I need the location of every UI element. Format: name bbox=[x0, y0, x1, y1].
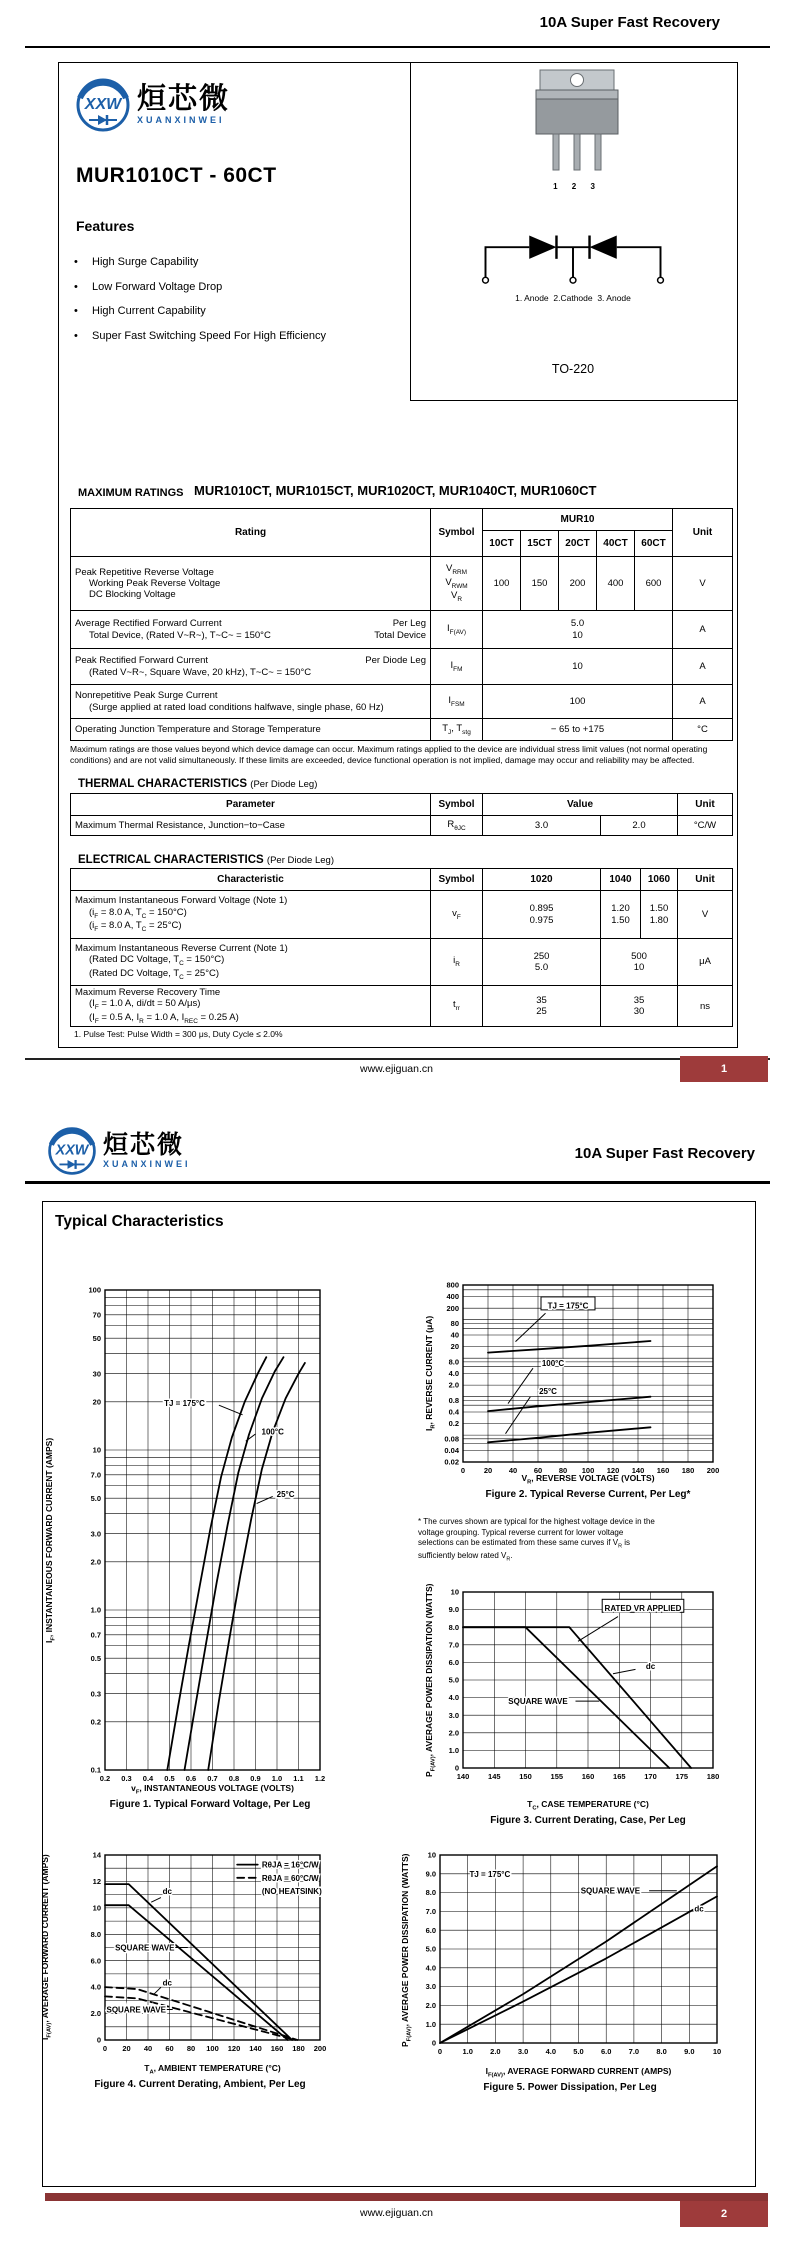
svg-text:20: 20 bbox=[450, 1342, 459, 1352]
svg-text:SQUARE WAVE: SQUARE WAVE bbox=[106, 2005, 166, 2015]
svg-text:0: 0 bbox=[460, 1466, 466, 1475]
fig5-y-axis-label: $P_{F(AV)}$, AVERAGE POWER DISSIPATION (WATTS) bbox=[400, 1853, 413, 2047]
fig2-y-axis-label: $I_R$, REVERSE CURRENT (μA) bbox=[424, 1315, 437, 1431]
svg-text:0.02: 0.02 bbox=[444, 1457, 459, 1467]
svg-text:6.0: 6.0 bbox=[448, 1658, 459, 1667]
svg-text:3.0: 3.0 bbox=[90, 1529, 101, 1539]
thermal-heading: THERMAL CHARACTERISTICS (Per Diode Leg) bbox=[78, 778, 318, 790]
svg-text:0.3: 0.3 bbox=[121, 1774, 132, 1783]
svg-text:4.0: 4.0 bbox=[448, 1369, 459, 1379]
figure-1-chart bbox=[58, 1265, 330, 1790]
svg-text:10: 10 bbox=[712, 2047, 722, 2056]
svg-text:XXW: XXW bbox=[55, 1142, 89, 1159]
svg-text:140: 140 bbox=[631, 1466, 645, 1475]
rating-value: 200 bbox=[559, 557, 597, 611]
max-ratings-note: Maximum ratings are those values beyond which device damage can occur. Maximum ratings applied to the device are individual stress limit values (not normal operating conditions) and are not valid simultaneously. If these limits are exceeded, device functional operation is not implied, damage may occur and reliability may be affected. bbox=[70, 744, 708, 766]
max-ratings-table bbox=[70, 508, 733, 741]
svg-text:2.0: 2.0 bbox=[425, 2001, 436, 2010]
unit: μA bbox=[678, 939, 733, 986]
svg-text:25°C: 25°C bbox=[276, 1490, 295, 1499]
feature-item: • High Current Capability bbox=[74, 305, 206, 318]
svg-text:25°C: 25°C bbox=[539, 1387, 557, 1397]
fig4-y-axis-label: $I_{F(AV)}$, AVERAGE FORWARD CURRENT (AMPS) bbox=[40, 1854, 53, 2040]
footer-rule bbox=[25, 1058, 770, 1060]
page-tagline: 10A Super Fast Recovery bbox=[574, 1145, 755, 1162]
svg-text:40: 40 bbox=[450, 1330, 459, 1340]
fig3-caption: Figure 3. Current Derating, Case, Per Leg bbox=[490, 1815, 686, 1826]
svg-text:4.0: 4.0 bbox=[448, 1693, 459, 1703]
svg-text:4.0: 4.0 bbox=[90, 1982, 101, 1992]
svg-text:0.7: 0.7 bbox=[90, 1630, 101, 1640]
svg-text:200: 200 bbox=[706, 1466, 720, 1475]
rating-value: 5.0 10 bbox=[483, 611, 673, 649]
svg-text:1.1: 1.1 bbox=[293, 1774, 304, 1783]
svg-text:3.0: 3.0 bbox=[448, 1710, 459, 1720]
svg-text:40: 40 bbox=[143, 2044, 153, 2053]
svg-text:TJ = 175°C: TJ = 175°C bbox=[469, 1869, 511, 1879]
features-heading: Features bbox=[76, 218, 135, 234]
col-header: Parameter bbox=[71, 794, 431, 816]
col-header: Rating bbox=[71, 509, 431, 557]
svg-text:0.1: 0.1 bbox=[90, 1765, 101, 1775]
svg-text:0.2: 0.2 bbox=[99, 1774, 111, 1783]
value: 1.50 1.80 bbox=[641, 891, 678, 939]
svg-text:180: 180 bbox=[706, 1772, 720, 1781]
svg-text:1.0: 1.0 bbox=[425, 2019, 436, 2029]
value: 250 5.0 bbox=[483, 939, 601, 986]
rating-value: 10 bbox=[483, 649, 673, 685]
figure-2-chart bbox=[415, 1267, 725, 1482]
max-ratings-label: MAXIMUM RATINGS bbox=[78, 487, 184, 499]
brand-chinese-name: 烜芯微 bbox=[137, 83, 231, 115]
svg-text:9.0: 9.0 bbox=[684, 2047, 695, 2056]
svg-text:6.0: 6.0 bbox=[600, 2047, 612, 2056]
svg-text:5.0: 5.0 bbox=[573, 2047, 584, 2056]
svg-text:0.5: 0.5 bbox=[90, 1653, 101, 1663]
svg-text:1.0: 1.0 bbox=[462, 2047, 473, 2056]
svg-text:(NO HEATSINK): (NO HEATSINK) bbox=[261, 1887, 322, 1897]
svg-text:dc: dc bbox=[162, 1887, 172, 1897]
symbol: $V_{RWM}$ bbox=[445, 576, 468, 590]
svg-text:0: 0 bbox=[454, 1763, 459, 1773]
symbol: $t_{rr}$ bbox=[431, 986, 483, 1027]
col-header: Characteristic bbox=[71, 869, 431, 891]
svg-text:0: 0 bbox=[96, 2035, 101, 2045]
unit: V bbox=[673, 557, 733, 611]
svg-text:8.0: 8.0 bbox=[448, 1622, 459, 1632]
symbol: $R_{\theta JC}$ bbox=[431, 816, 483, 836]
col-header: Symbol bbox=[431, 794, 483, 816]
svg-text:10: 10 bbox=[92, 1445, 101, 1455]
svg-text:10: 10 bbox=[92, 1903, 101, 1913]
svg-text:0.04: 0.04 bbox=[444, 1446, 459, 1455]
section-title: Typical Characteristics bbox=[55, 1213, 224, 1230]
footer-url: www.ejiguan.cn bbox=[360, 1063, 433, 1075]
page-number-badge: 2 bbox=[680, 2201, 768, 2227]
rating-line: Total Device, (Rated V~R~), T~C~ = 150°C Total Device bbox=[89, 629, 426, 641]
rating-value: − 65 to +175 bbox=[483, 719, 673, 741]
svg-text:0.4: 0.4 bbox=[448, 1407, 459, 1417]
col-header: 15CT bbox=[521, 531, 559, 557]
svg-text:8.0: 8.0 bbox=[448, 1357, 459, 1367]
bullet-icon: • bbox=[74, 329, 78, 342]
svg-text:2.0: 2.0 bbox=[90, 1557, 101, 1567]
reverse-current-footnote: * The curves shown are typical for the highest voltage device in the voltage grouping. Typical reverse current for lower voltage selections can be estimated from these same curves if $V_R$ is sufficiently below rated $V_R$. bbox=[418, 1517, 655, 1563]
bullet-icon: • bbox=[74, 256, 78, 269]
svg-text:6.0: 6.0 bbox=[425, 1925, 436, 1935]
svg-text:70: 70 bbox=[92, 1310, 101, 1320]
svg-text:12: 12 bbox=[92, 1877, 101, 1886]
svg-text:40: 40 bbox=[508, 1466, 518, 1475]
symbol: $I_{FM}$ bbox=[450, 659, 463, 673]
svg-text:7.0: 7.0 bbox=[448, 1640, 459, 1650]
rating-line: Peak Repetitive Reverse Voltage bbox=[75, 566, 214, 578]
svg-text:0.2: 0.2 bbox=[90, 1717, 101, 1727]
feature-item: • Low Forward Voltage Drop bbox=[74, 280, 223, 293]
page-number-badge: 1 bbox=[680, 1056, 768, 1082]
svg-text:0: 0 bbox=[431, 2038, 436, 2048]
rating-value: 100 bbox=[483, 557, 521, 611]
pin-function-labels: 1. Anode 2.Cathode 3. Anode bbox=[515, 293, 631, 303]
brand-chinese-name: 烜芯微 bbox=[103, 1131, 185, 1159]
svg-text:165: 165 bbox=[613, 1772, 626, 1781]
svg-text:3.0: 3.0 bbox=[517, 2047, 529, 2056]
svg-text:20: 20 bbox=[122, 2044, 131, 2053]
fig3-y-axis-label: $P_{F(AV)}$, AVERAGE POWER DISSIPATION (WATTS) bbox=[424, 1583, 437, 1777]
svg-text:dc: dc bbox=[694, 1904, 704, 1914]
unit: A bbox=[673, 649, 733, 685]
svg-text:0.4: 0.4 bbox=[142, 1774, 154, 1783]
svg-text:0: 0 bbox=[437, 2047, 443, 2056]
bullet-icon: • bbox=[74, 280, 78, 293]
svg-text:160: 160 bbox=[270, 2044, 284, 2053]
svg-text:140: 140 bbox=[456, 1772, 470, 1781]
col-header: 10CT bbox=[483, 531, 521, 557]
svg-text:2.0: 2.0 bbox=[448, 1380, 459, 1390]
characteristic-line: (Rated DC Voltage, $T_C = 25^\circ C$) bbox=[89, 967, 220, 981]
svg-text:RATED VR APPLIED: RATED VR APPLIED bbox=[604, 1603, 682, 1613]
svg-text:1.0: 1.0 bbox=[271, 1774, 283, 1783]
svg-text:100: 100 bbox=[206, 2044, 219, 2053]
svg-text:5.0: 5.0 bbox=[90, 1493, 101, 1503]
symbol: $i_R$ bbox=[431, 939, 483, 986]
pulse-test-note: 1. Pulse Test: Pulse Width = 300 μs, Duty Cycle ≤ 2.0% bbox=[74, 1029, 283, 1039]
characteristic-line: (Rated DC Voltage, $T_C = 150^\circ C$) bbox=[89, 954, 225, 967]
page-2 bbox=[0, 1115, 793, 2244]
svg-text:8.0: 8.0 bbox=[90, 1929, 101, 1939]
svg-text:SQUARE WAVE: SQUARE WAVE bbox=[580, 1886, 641, 1896]
rating-value: 600 bbox=[635, 557, 673, 611]
svg-text:145: 145 bbox=[488, 1772, 501, 1781]
rating-line: Peak Rectified Forward Current Per Diode Leg bbox=[75, 655, 426, 667]
value: 500 10 bbox=[601, 939, 678, 986]
svg-text:120: 120 bbox=[606, 1466, 620, 1475]
svg-text:5.0: 5.0 bbox=[448, 1675, 459, 1685]
page-1 bbox=[0, 0, 793, 1115]
header-rule bbox=[25, 1181, 770, 1184]
symbol: $V_R$ bbox=[450, 590, 462, 604]
page-tagline: 10A Super Fast Recovery bbox=[539, 14, 720, 31]
svg-text:dc: dc bbox=[645, 1661, 656, 1671]
svg-text:9.0: 9.0 bbox=[425, 1869, 436, 1879]
svg-text:7.0: 7.0 bbox=[628, 2047, 640, 2056]
svg-text:0.6: 0.6 bbox=[185, 1774, 197, 1783]
svg-text:155: 155 bbox=[550, 1772, 564, 1781]
svg-text:TJ = 175°C: TJ = 175°C bbox=[164, 1398, 205, 1408]
feature-item: • Super Fast Switching Speed For High Efficiency bbox=[74, 329, 326, 342]
svg-text:60: 60 bbox=[165, 2044, 174, 2053]
fig2-caption: Figure 2. Typical Reverse Current, Per Leg* bbox=[485, 1489, 691, 1500]
svg-text:80: 80 bbox=[558, 1466, 568, 1475]
fig2-x-axis-label: $V_R$, REVERSE VOLTAGE (VOLTS) bbox=[521, 1473, 655, 1486]
svg-text:2.0: 2.0 bbox=[448, 1728, 459, 1738]
unit: A bbox=[673, 611, 733, 649]
svg-text:160: 160 bbox=[581, 1772, 595, 1781]
features-list bbox=[74, 250, 404, 348]
unit: A bbox=[673, 685, 733, 719]
characteristic-line: ($I_F = 1.0$ A, di/dt = 50 A/μs) bbox=[89, 998, 201, 1012]
characteristic-line: Maximum Instantaneous Forward Voltage (Note 1) bbox=[75, 895, 288, 907]
col-header: Unit bbox=[673, 509, 733, 557]
svg-text:0.7: 0.7 bbox=[207, 1774, 218, 1783]
svg-text:175: 175 bbox=[675, 1772, 689, 1781]
svg-text:XXW: XXW bbox=[84, 96, 122, 113]
fig5-caption: Figure 5. Power Dissipation, Per Leg bbox=[483, 2082, 657, 2093]
symbol: $I_{F(AV)}$ bbox=[446, 622, 466, 636]
svg-text:100°C: 100°C bbox=[541, 1358, 565, 1368]
value: 2.0 bbox=[601, 816, 678, 836]
feature-item: • High Surge Capability bbox=[74, 256, 199, 269]
to220-package-drawing bbox=[522, 66, 632, 178]
svg-text:60: 60 bbox=[533, 1466, 543, 1475]
value: 0.895 0.975 bbox=[483, 891, 601, 939]
xxw-logo-icon bbox=[46, 1125, 98, 1177]
svg-text:4.0: 4.0 bbox=[545, 2047, 557, 2056]
fig5-x-axis-label: $I_{F(AV)}$, AVERAGE FORWARD CURRENT (AMPS) bbox=[485, 2066, 672, 2079]
symbol: $v_F$ bbox=[431, 891, 483, 939]
col-header: 40CT bbox=[597, 531, 635, 557]
svg-text:160: 160 bbox=[656, 1466, 670, 1475]
characteristic-line: ($i_F = 8.0$ A, $T_C = 25^\circ C$) bbox=[89, 920, 182, 933]
svg-text:SQUARE WAVE: SQUARE WAVE bbox=[508, 1697, 568, 1707]
figure-4-chart bbox=[56, 1843, 336, 2060]
xxw-logo-icon bbox=[74, 76, 132, 134]
value: 1.20 1.50 bbox=[601, 891, 641, 939]
col-header: 1020 bbox=[483, 869, 601, 891]
rating-line: Operating Junction Temperature and Storage Temperature bbox=[75, 723, 321, 735]
brand-names bbox=[137, 85, 230, 125]
svg-text:8.0: 8.0 bbox=[656, 2047, 667, 2056]
svg-text:200: 200 bbox=[313, 2044, 327, 2053]
svg-text:0.5: 0.5 bbox=[164, 1774, 175, 1783]
col-header: Value bbox=[483, 794, 678, 816]
rating-line: (Rated V~R~, Square Wave, 20 kHz), T~C~ = 150°C bbox=[89, 666, 312, 678]
svg-text:80: 80 bbox=[450, 1319, 459, 1329]
svg-text:20: 20 bbox=[92, 1397, 101, 1407]
svg-text:0.2: 0.2 bbox=[448, 1419, 459, 1429]
svg-text:1.0: 1.0 bbox=[448, 1746, 459, 1755]
value: 35 25 bbox=[483, 986, 601, 1027]
figure-3-chart bbox=[415, 1570, 725, 1788]
svg-text:0.9: 0.9 bbox=[250, 1774, 261, 1783]
svg-text:TJ = 175°C: TJ = 175°C bbox=[547, 1301, 589, 1311]
electrical-heading: ELECTRICAL CHARACTERISTICS (Per Diode Leg) bbox=[78, 854, 334, 866]
package-name: TO-220 bbox=[551, 362, 595, 376]
svg-text:5.0: 5.0 bbox=[425, 1944, 436, 1954]
symbol: $T_J$, $T_{stg}$ bbox=[442, 722, 471, 736]
col-header: 1060 bbox=[641, 869, 678, 891]
model-list-title: MUR1010CT, MUR1015CT, MUR1020CT, MUR1040CT, MUR1060CT bbox=[194, 483, 597, 498]
col-header: Symbol bbox=[431, 509, 483, 557]
device-group-header: MUR10 bbox=[483, 509, 673, 531]
header-rule bbox=[25, 46, 770, 48]
figure-5-chart bbox=[392, 1843, 729, 2063]
svg-text:400: 400 bbox=[446, 1292, 459, 1302]
unit: °C bbox=[673, 719, 733, 741]
svg-text:50: 50 bbox=[92, 1333, 101, 1343]
part-number-title: MUR1010CT - 60CT bbox=[76, 164, 277, 187]
svg-text:RθJA = 60°C/W: RθJA = 60°C/W bbox=[261, 1873, 319, 1883]
characteristic-line: Maximum Instantaneous Reverse Current (Note 1) bbox=[75, 942, 288, 954]
footer-url: www.ejiguan.cn bbox=[360, 2207, 433, 2219]
fig1-y-axis-label: $I_F$, INSTANTANEOUS FORWARD CURRENT (AMPS) bbox=[44, 1437, 57, 1643]
col-header: Unit bbox=[678, 869, 733, 891]
svg-text:7.0: 7.0 bbox=[425, 1907, 436, 1916]
unit: V bbox=[678, 891, 733, 939]
electrical-table bbox=[70, 868, 733, 1027]
svg-text:140: 140 bbox=[249, 2044, 262, 2053]
fig1-x-axis-label: $v_F$, INSTANTANEOUS VOLTAGE (VOLTS) bbox=[131, 1783, 294, 1796]
rating-line: Working Peak Reverse Voltage bbox=[89, 577, 221, 589]
svg-text:3.0: 3.0 bbox=[425, 1982, 436, 1992]
svg-text:6.0: 6.0 bbox=[90, 1956, 101, 1966]
characteristic-line: Maximum Reverse Recovery Time bbox=[75, 987, 221, 998]
fig4-x-axis-label: $T_A$, AMBIENT TEMPERATURE (°C) bbox=[144, 2063, 281, 2076]
svg-text:100: 100 bbox=[581, 1466, 595, 1475]
characteristic-line: ($i_F = 8.0$ A, $T_C = 150^\circ C$) bbox=[89, 906, 187, 920]
svg-text:180: 180 bbox=[681, 1466, 695, 1475]
col-header: Symbol bbox=[431, 869, 483, 891]
fig1-caption: Figure 1. Typical Forward Voltage, Per Leg bbox=[109, 1799, 311, 1810]
svg-text:120: 120 bbox=[227, 2044, 241, 2053]
characteristic-line: ($I_F = 0.5$ A, $I_R = 1.0$ A, $I_{REC} = 0.25$ A) bbox=[89, 1011, 239, 1025]
svg-text:0: 0 bbox=[102, 2044, 108, 2053]
svg-text:0.3: 0.3 bbox=[90, 1689, 101, 1699]
svg-text:0.8: 0.8 bbox=[448, 1396, 459, 1405]
svg-text:10: 10 bbox=[450, 1587, 459, 1597]
footer-bar bbox=[45, 2193, 768, 2201]
col-header: Unit bbox=[678, 794, 733, 816]
thermal-table bbox=[70, 793, 733, 836]
rating-line: (Surge applied at rated load conditions halfwave, single phase, 60 Hz) bbox=[89, 701, 384, 713]
col-header: 60CT bbox=[635, 531, 673, 557]
svg-text:RθJA = 16°C/W: RθJA = 16°C/W bbox=[261, 1860, 319, 1870]
svg-text:20: 20 bbox=[483, 1466, 493, 1475]
svg-text:30: 30 bbox=[92, 1369, 101, 1379]
svg-text:7.0: 7.0 bbox=[90, 1470, 101, 1480]
symbol: $V_{RRM}$ bbox=[445, 563, 468, 577]
rating-value: 400 bbox=[597, 557, 635, 611]
symbol: $I_{FSM}$ bbox=[448, 694, 465, 708]
svg-text:dc: dc bbox=[162, 1978, 172, 1988]
dual-diode-schematic bbox=[468, 218, 678, 288]
value: 35 30 bbox=[601, 986, 678, 1027]
rating-value: 100 bbox=[483, 685, 673, 719]
brand-english-name: XUANXINWEI bbox=[103, 1159, 191, 1169]
svg-text:1.2: 1.2 bbox=[314, 1774, 326, 1783]
brand-english-name: XUANXINWEI bbox=[137, 115, 225, 125]
svg-text:1.0: 1.0 bbox=[90, 1605, 101, 1615]
svg-text:200: 200 bbox=[446, 1303, 459, 1313]
svg-text:2.0: 2.0 bbox=[490, 2047, 501, 2056]
brand-names bbox=[103, 1133, 191, 1169]
svg-text:14: 14 bbox=[92, 1850, 101, 1860]
col-header: 20CT bbox=[559, 531, 597, 557]
svg-text:2.0: 2.0 bbox=[90, 2009, 101, 2019]
svg-text:0.08: 0.08 bbox=[444, 1434, 459, 1444]
svg-text:80: 80 bbox=[186, 2044, 196, 2053]
fig3-x-axis-label: $T_C$, CASE TEMPERATURE (°C) bbox=[527, 1799, 649, 1812]
svg-text:10: 10 bbox=[427, 1850, 436, 1860]
svg-text:9.0: 9.0 bbox=[448, 1605, 459, 1615]
svg-text:100°C: 100°C bbox=[261, 1427, 284, 1437]
rating-value: 150 bbox=[521, 557, 559, 611]
pin-numbers: 1 2 3 bbox=[553, 182, 601, 191]
unit: ns bbox=[678, 986, 733, 1027]
svg-text:0.8: 0.8 bbox=[228, 1774, 240, 1783]
svg-text:800: 800 bbox=[446, 1280, 459, 1290]
col-header: 1040 bbox=[601, 869, 641, 891]
svg-text:150: 150 bbox=[519, 1772, 532, 1781]
svg-text:170: 170 bbox=[644, 1772, 657, 1781]
fig4-caption: Figure 4. Current Derating, Ambient, Per Leg bbox=[94, 2079, 306, 2090]
svg-text:4.0: 4.0 bbox=[425, 1963, 436, 1973]
rating-line: Nonrepetitive Peak Surge Current bbox=[75, 690, 218, 702]
brand-logo bbox=[74, 76, 230, 134]
svg-text:8.0: 8.0 bbox=[425, 1888, 436, 1898]
brand-logo bbox=[46, 1125, 191, 1177]
svg-text:100: 100 bbox=[88, 1285, 101, 1295]
unit: °C/W bbox=[678, 816, 733, 836]
bullet-icon: • bbox=[74, 305, 78, 318]
rating-line: DC Blocking Voltage bbox=[89, 589, 176, 601]
rating-line: Average Rectified Forward Current Per Leg bbox=[75, 618, 426, 630]
svg-text:180: 180 bbox=[292, 2044, 305, 2053]
svg-text:SQUARE WAVE: SQUARE WAVE bbox=[115, 1943, 175, 1953]
parameter: Maximum Thermal Resistance, Junction−to−Case bbox=[71, 816, 431, 836]
value: 3.0 bbox=[483, 816, 601, 836]
